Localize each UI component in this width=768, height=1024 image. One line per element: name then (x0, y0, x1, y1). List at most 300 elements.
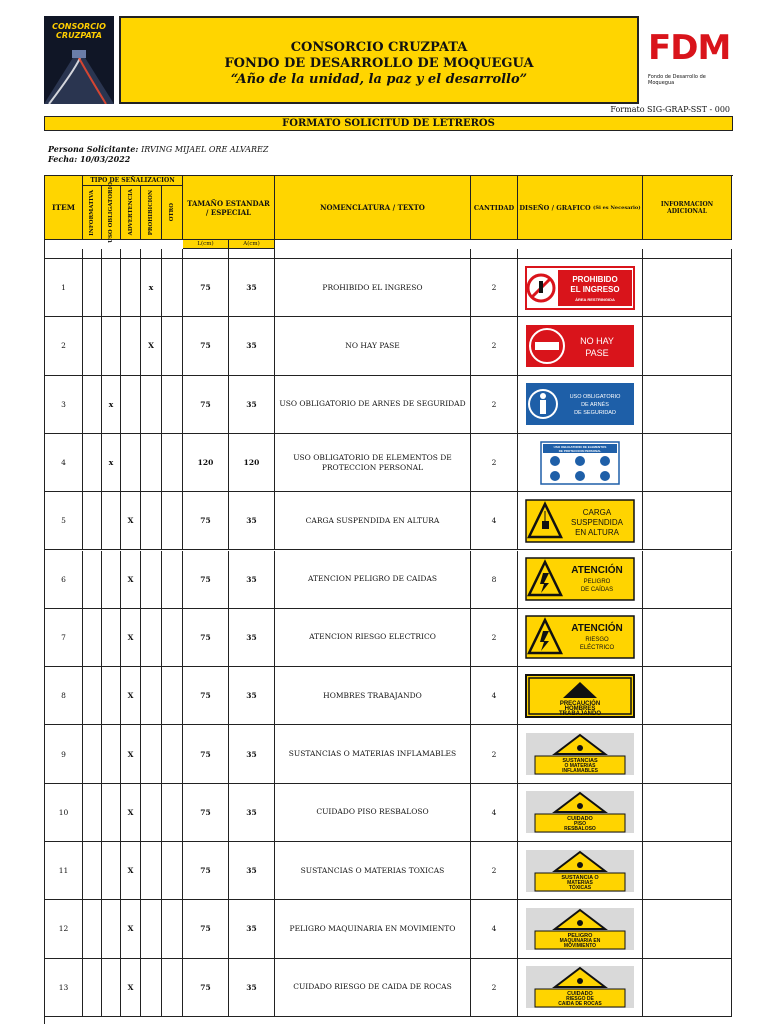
cell-item (45, 551, 83, 609)
sign-graphic-icon (518, 434, 643, 492)
cell-item-text: 5 (61, 516, 66, 526)
cell-nom (275, 842, 471, 900)
cell-nom-text: CARGA SUSPENDIDA EN ALTURA (305, 515, 440, 525)
cell-l-text: 75 (200, 749, 211, 759)
cell-otro (162, 900, 183, 958)
svg-text:TÓXICAS: TÓXICAS (568, 884, 592, 891)
cell-l (183, 609, 229, 667)
cell-cant-text: 4 (491, 807, 497, 817)
cell-l (183, 959, 229, 1017)
cell-otro (162, 784, 183, 842)
cell-adv-text: X (127, 749, 134, 759)
form-title: FORMATO SOLICITUD DE LETREROS (44, 116, 733, 131)
cell-l (183, 376, 229, 434)
svg-text:PISO: PISO (574, 821, 586, 828)
logo-text-1: CONSORCIO (52, 22, 106, 31)
col-cantidad: CANTIDAD (471, 176, 518, 240)
cell-inf (83, 842, 102, 900)
cell-obl-text: x (108, 458, 114, 468)
cell-inf (83, 725, 102, 783)
road-graphic-icon (44, 16, 114, 104)
cell-a (229, 784, 275, 842)
cell-l-text: 75 (200, 691, 211, 701)
col-informativa: INFORMATIVA (83, 186, 102, 240)
cell-nom (275, 259, 471, 317)
cell-adv-text: X (127, 866, 134, 876)
svg-text:CAIDA DE ROCAS: CAIDA DE ROCAS (558, 1001, 602, 1008)
cell-adv (121, 259, 141, 317)
cell-l-text: 75 (200, 341, 211, 351)
svg-text:O MATERIAS: O MATERIAS (564, 763, 596, 770)
cell-adv (121, 842, 141, 900)
cell-cant-text: 8 (491, 574, 497, 584)
svg-text:RIESGO DE: RIESGO DE (566, 996, 594, 1003)
spacer-cell (183, 249, 229, 259)
cell-item-text: 4 (61, 458, 66, 468)
cell-pro (141, 609, 162, 667)
cell-nom-text: PELIGRO MAQUINARIA EN MOVIMIENTO (289, 923, 456, 933)
info-cell (643, 609, 732, 667)
cell-item (45, 492, 83, 550)
cell-adv (121, 551, 141, 609)
year-motto: “Año de la unidad, la paz y el desarrollo” (230, 72, 528, 87)
persona-label: Persona Solicitante: (48, 144, 139, 154)
cell-a (229, 317, 275, 375)
cell-a-text: 35 (246, 632, 257, 642)
svg-text:INFLAMABLES: INFLAMABLES (562, 768, 598, 775)
svg-text:PROHIBIDO: PROHIBIDO (572, 274, 618, 284)
cell-a (229, 434, 275, 492)
cell-cant (471, 551, 518, 609)
sign-graphic-icon (518, 259, 643, 317)
info-cell (643, 376, 732, 434)
cell-nom (275, 492, 471, 550)
cell-inf (83, 900, 102, 958)
cell-cant-text: 2 (491, 458, 497, 468)
col-tamano: TAMAÑO ESTANDAR / ESPECIAL (183, 176, 275, 240)
cell-inf (83, 376, 102, 434)
svg-text:SUSPENDIDA: SUSPENDIDA (570, 517, 624, 527)
svg-text:MATERIAS: MATERIAS (567, 879, 593, 886)
cell-l-text: 75 (200, 399, 211, 409)
cell-l (183, 784, 229, 842)
fund-title: FONDO DE DESARROLLO DE MOQUEGUA (224, 56, 534, 71)
cell-a-text: 120 (243, 458, 260, 468)
cell-cant (471, 259, 518, 317)
cell-nom (275, 551, 471, 609)
cell-nom-text: PROHIBIDO EL INGRESO (322, 282, 423, 292)
cell-item (45, 259, 83, 317)
cell-cant-text: 2 (491, 866, 497, 876)
cell-l (183, 551, 229, 609)
persona-line (48, 144, 268, 154)
sign-graphic-icon (518, 784, 643, 842)
cell-l (183, 434, 229, 492)
cell-l-text: 75 (200, 807, 211, 817)
spacer-cell (275, 249, 471, 259)
spacer-cell (45, 249, 83, 259)
cell-adv (121, 609, 141, 667)
svg-text:CUIDADO: CUIDADO (567, 816, 593, 823)
col-tipo: TIPO DE SEÑALIZACION (83, 176, 183, 186)
cell-otro (162, 667, 183, 725)
cell-adv-text: X (127, 924, 134, 934)
cell-obl (102, 376, 121, 434)
cell-obl-text: x (108, 399, 114, 409)
cell-adv-text: X (127, 691, 134, 701)
svg-text:DE SEGURIDAD: DE SEGURIDAD (574, 410, 616, 417)
spacer-cell (102, 249, 121, 259)
cell-cant-text: 2 (491, 632, 497, 642)
cell-otro (162, 317, 183, 375)
spacer-cell (162, 249, 183, 259)
cell-otro (162, 551, 183, 609)
logo-text-2: CRUZPATA (56, 31, 102, 40)
cell-nom (275, 667, 471, 725)
cell-item-text: 9 (61, 749, 66, 759)
spacer-cell (83, 249, 102, 259)
cell-pro (141, 900, 162, 958)
cell-item (45, 434, 83, 492)
cell-l (183, 317, 229, 375)
cell-inf (83, 551, 102, 609)
info-cell (643, 842, 732, 900)
cell-nom-text: USO OBLIGATORIO DE ELEMENTOS DE PROTECCION PERSONAL (293, 452, 452, 472)
cell-pro (141, 842, 162, 900)
cell-adv (121, 434, 141, 492)
cell-otro (162, 725, 183, 783)
cell-cant (471, 842, 518, 900)
info-cell (643, 259, 732, 317)
cell-a-text: 35 (246, 283, 257, 293)
info-cell (643, 434, 732, 492)
sign-graphic-icon (518, 551, 643, 609)
cell-a-text: 35 (246, 807, 257, 817)
cell-pro (141, 551, 162, 609)
svg-text:RIESGO: RIESGO (585, 637, 609, 644)
cell-inf (83, 609, 102, 667)
cell-adv-text: X (127, 516, 134, 526)
svg-text:EN ALTURA: EN ALTURA (575, 527, 619, 537)
cell-l-text: 75 (200, 283, 211, 293)
cell-adv-text: X (127, 807, 134, 817)
cell-nom (275, 317, 471, 375)
cell-item-text: 6 (61, 574, 66, 584)
cell-otro (162, 434, 183, 492)
cell-a-text: 35 (246, 749, 257, 759)
cell-pro (141, 725, 162, 783)
cell-inf (83, 667, 102, 725)
cell-item-text: 11 (58, 866, 69, 876)
cell-cant-text: 4 (491, 516, 497, 526)
svg-text:NO HAY: NO HAY (580, 335, 614, 346)
svg-text:PELIGRO: PELIGRO (583, 579, 611, 586)
info-cell (643, 551, 732, 609)
cell-l (183, 842, 229, 900)
cell-adv-text: X (127, 632, 134, 642)
cell-cant (471, 725, 518, 783)
cell-pro-text: x (148, 283, 154, 293)
cell-l-text: 75 (200, 574, 211, 584)
cell-cant-text: 2 (491, 283, 497, 293)
cell-adv (121, 492, 141, 550)
cell-a (229, 725, 275, 783)
cell-obl (102, 434, 121, 492)
cell-nom-text: CUIDADO PISO RESBALOSO (316, 807, 429, 817)
svg-text:TRABAJANDO: TRABAJANDO (559, 710, 601, 717)
spacer-cell (121, 249, 141, 259)
cell-a-text: 35 (246, 574, 257, 584)
cell-obl (102, 959, 121, 1017)
cell-cant-text: 2 (491, 749, 497, 759)
cell-cant (471, 959, 518, 1017)
cell-cant (471, 317, 518, 375)
cell-obl (102, 784, 121, 842)
cell-item (45, 725, 83, 783)
cell-nom (275, 900, 471, 958)
svg-text:EL INGRESO: EL INGRESO (570, 284, 620, 294)
cell-obl (102, 842, 121, 900)
cell-inf (83, 259, 102, 317)
cell-cant-text: 2 (491, 982, 497, 992)
cell-cant (471, 667, 518, 725)
cell-nom (275, 434, 471, 492)
svg-text:PELIGRO: PELIGRO (567, 932, 593, 939)
cell-cant (471, 492, 518, 550)
cell-item-text: 2 (61, 341, 66, 351)
cell-pro (141, 259, 162, 317)
spacer-cell (141, 249, 162, 259)
cell-item-text: 10 (58, 807, 69, 817)
svg-text:DE CAÍDAS: DE CAÍDAS (580, 587, 614, 594)
cell-a (229, 259, 275, 317)
svg-text:DE ARNÉS: DE ARNÉS (581, 402, 609, 409)
cell-a (229, 667, 275, 725)
cell-inf (83, 959, 102, 1017)
svg-text:PASE: PASE (585, 347, 609, 358)
cell-a (229, 900, 275, 958)
cell-inf (83, 317, 102, 375)
svg-text:SUSTANCIA O: SUSTANCIA O (561, 874, 599, 881)
svg-text:ATENCIÓN: ATENCIÓN (571, 623, 623, 635)
cell-nom-text: USO OBLIGATORIO DE ARNES DE SEGURIDAD (279, 399, 466, 409)
cell-a (229, 959, 275, 1017)
col-otro: OTRO (162, 186, 183, 240)
cell-a-text: 35 (246, 866, 257, 876)
col-advertencia: ADVERTENCIA (121, 186, 141, 240)
cell-otro (162, 959, 183, 1017)
cell-adv (121, 959, 141, 1017)
sign-graphic-icon (518, 609, 643, 667)
cell-pro (141, 784, 162, 842)
cell-a (229, 842, 275, 900)
cell-pro (141, 317, 162, 375)
cell-inf (83, 784, 102, 842)
cell-l-text: 75 (200, 866, 211, 876)
cell-obl (102, 900, 121, 958)
sign-graphic-icon (518, 725, 643, 783)
cell-item (45, 900, 83, 958)
cell-adv (121, 784, 141, 842)
cell-l (183, 667, 229, 725)
request-table (44, 175, 733, 1024)
col-prohibicion: PROHIBICION (141, 186, 162, 240)
info-cell (643, 667, 732, 725)
cell-nom-text: ATENCION PELIGRO DE CAIDAS (307, 574, 438, 584)
sign-graphic-icon (518, 376, 643, 434)
svg-text:USO OBLIGATORIO DE ELEMENTOS: USO OBLIGATORIO DE ELEMENTOS (553, 444, 607, 449)
cell-l (183, 259, 229, 317)
cell-nom (275, 609, 471, 667)
svg-text:USO OBLIGATORIO: USO OBLIGATORIO (569, 394, 621, 401)
cell-cant (471, 900, 518, 958)
cell-inf (83, 492, 102, 550)
cell-l-text: 75 (200, 516, 211, 526)
sign-graphic-icon (518, 492, 643, 550)
svg-text:PRECAUCIÓN: PRECAUCIÓN (559, 700, 601, 707)
svg-text:SUSTANCIAS: SUSTANCIAS (562, 758, 598, 765)
company-title: CONSORCIO CRUZPATA (290, 40, 468, 55)
cell-adv (121, 725, 141, 783)
cell-a-text: 35 (246, 516, 257, 526)
svg-text:ÁREA RESTRINGIDA: ÁREA RESTRINGIDA (575, 296, 615, 302)
fdm-subtitle: Fondo de Desarrollo de Moquegua (648, 74, 706, 86)
cell-cant-text: 2 (491, 341, 497, 351)
cell-a (229, 492, 275, 550)
cell-obl (102, 492, 121, 550)
cell-obl (102, 551, 121, 609)
svg-text:ATENCIÓN: ATENCIÓN (571, 565, 623, 577)
svg-text:CUIDADO: CUIDADO (567, 991, 593, 998)
cell-obl (102, 259, 121, 317)
cell-item-text: 8 (61, 691, 66, 701)
cell-cant (471, 784, 518, 842)
header-title-box (119, 16, 639, 104)
cell-nom (275, 725, 471, 783)
col-diseno: DISEÑO / GRAFICO (Si es Necesario) (518, 176, 643, 240)
formato-code: Formato SIG-GRAP-SST - 000 (610, 105, 730, 114)
cell-cant (471, 609, 518, 667)
sign-graphic-icon (518, 667, 643, 725)
svg-text:DE PROTECCION PERSONAL: DE PROTECCION PERSONAL (558, 448, 602, 453)
svg-text:HOMBRES: HOMBRES (564, 705, 596, 712)
cell-adv (121, 900, 141, 958)
fecha: Fecha: 10/03/2022 (48, 154, 131, 164)
cell-nom-text: CUIDADO RIESGO DE CAIDA DE ROCAS (293, 982, 452, 992)
cell-a (229, 551, 275, 609)
cell-l-text: 75 (200, 924, 211, 934)
cell-cant-text: 4 (491, 924, 497, 934)
info-cell (643, 492, 732, 550)
cell-item (45, 317, 83, 375)
cell-pro (141, 376, 162, 434)
cell-item (45, 667, 83, 725)
cell-item (45, 784, 83, 842)
cell-pro (141, 434, 162, 492)
cell-otro (162, 259, 183, 317)
spacer-cell (471, 249, 518, 259)
col-nomenclatura: NOMENCLATURA / TEXTO (275, 176, 471, 240)
cell-a (229, 609, 275, 667)
cell-inf (83, 434, 102, 492)
svg-text:ELÉCTRICO: ELÉCTRICO (579, 645, 615, 652)
cell-obl (102, 317, 121, 375)
cell-pro (141, 667, 162, 725)
info-cell (643, 725, 732, 783)
cell-item-text: 12 (58, 924, 69, 934)
sign-graphic-icon (518, 900, 643, 958)
cell-cant (471, 434, 518, 492)
cell-pro (141, 959, 162, 1017)
cell-l (183, 900, 229, 958)
cell-l (183, 492, 229, 550)
col-l: L(cm) (183, 240, 229, 249)
cell-l (183, 725, 229, 783)
cell-nom (275, 376, 471, 434)
cell-pro-text: X (148, 341, 154, 351)
cell-nom-text: SUSTANCIAS O MATERIAS INFLAMABLES (288, 749, 457, 759)
cell-a-text: 35 (246, 399, 257, 409)
cell-a-text: 35 (246, 341, 257, 351)
cell-a-text: 35 (246, 691, 257, 701)
info-cell (643, 959, 732, 1017)
cell-nom-text: SUSTANCIAS O MATERIAS TOXICAS (300, 865, 445, 875)
cell-obl (102, 667, 121, 725)
cell-nom-text: ATENCION RIESGO ELECTRICO (309, 632, 436, 642)
cell-item-text: 1 (61, 283, 66, 293)
sign-graphic-icon (518, 842, 643, 900)
persona-value: IRVING MIJAEL ORE ALVAREZ (141, 145, 269, 154)
cell-l-text: 120 (197, 458, 214, 468)
cell-nom (275, 959, 471, 1017)
sign-graphic-icon (518, 317, 643, 375)
spacer-cell (643, 249, 732, 259)
svg-text:CARGA: CARGA (582, 507, 612, 517)
svg-text:MOVIMIENTO: MOVIMIENTO (563, 942, 597, 949)
cell-otro (162, 492, 183, 550)
cell-item-text: 13 (58, 982, 69, 992)
svg-text:RESBALOSO: RESBALOSO (564, 826, 596, 833)
col-info: INFORMACION ADICIONAL (643, 176, 732, 240)
info-cell (643, 784, 732, 842)
cell-cant-text: 2 (491, 399, 497, 409)
cell-adv (121, 317, 141, 375)
cell-nom-text: NO HAY PASE (345, 340, 400, 350)
spacer-cell (518, 249, 643, 259)
cell-item (45, 376, 83, 434)
cell-otro (162, 376, 183, 434)
cell-item (45, 959, 83, 1017)
cell-otro (162, 609, 183, 667)
cell-l-text: 75 (200, 632, 211, 642)
cell-item-text: 7 (61, 632, 66, 642)
cell-item (45, 842, 83, 900)
cell-item-text: 3 (61, 399, 66, 409)
fdm-logo-text: FDM (648, 28, 731, 68)
info-cell (643, 317, 732, 375)
svg-text:MAQUINARIA EN: MAQUINARIA EN (559, 937, 601, 944)
cell-cant (471, 376, 518, 434)
sign-graphic-icon (518, 959, 643, 1017)
cell-otro (162, 842, 183, 900)
cell-pro (141, 492, 162, 550)
cell-nom-text: HOMBRES TRABAJANDO (323, 690, 422, 700)
cell-a (229, 376, 275, 434)
col-a: A(cm) (229, 240, 275, 249)
cell-adv-text: X (127, 982, 134, 992)
cell-obl (102, 725, 121, 783)
col-obligatorio: USO OBLIGATORIO (102, 186, 121, 240)
